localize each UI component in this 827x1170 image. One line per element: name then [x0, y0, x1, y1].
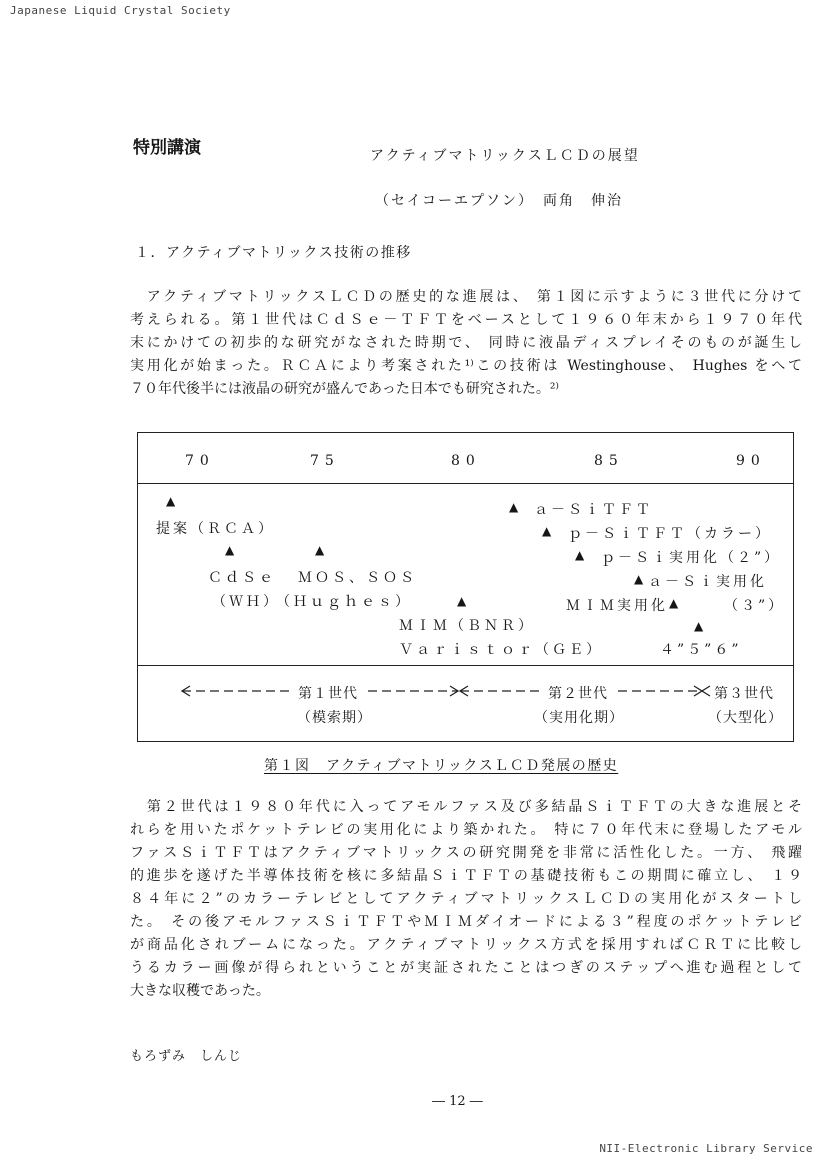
- section-heading: １．アクティブマトリックス技術の推移: [135, 245, 412, 261]
- generation-1-label: 第１世代: [298, 686, 358, 702]
- lecture-label: 特別講演: [133, 138, 201, 158]
- generation-3-label: 第３世代: [714, 686, 774, 702]
- paragraph-line: ファスＳｉＴＦＴはアクティブマトリックスの研究開発を非常に活性化した。一方、 飛躍: [130, 845, 802, 861]
- event-asi-practical: ａ－Ｓｉ実用化: [648, 574, 767, 590]
- year-label-85: 85: [594, 453, 624, 469]
- year-label-90: 90: [736, 453, 766, 469]
- paragraph-line: が商品化されブームになった。アクティブマトリックス方式を採用すればＣＲＴに比較し: [130, 937, 802, 953]
- year-label-75: 75: [310, 453, 340, 469]
- paragraph-line: 末にかけての初歩的な研究がなされた時期で、 同時に液晶ディスプレイそのものが誕生し: [130, 335, 802, 351]
- history-figure: [137, 432, 794, 742]
- paragraph-line: アクティブマトリックスＬＣＤの歴史的な進展は、 第１図に示すように３世代に分けて: [130, 289, 802, 305]
- paragraph-line: ７０年代後半には液晶の研究が盛んであった日本でも研究された。²⁾: [130, 381, 559, 397]
- triangle-marker-icon: ▲: [694, 619, 704, 633]
- triangle-marker-icon: ▲: [669, 596, 679, 610]
- author-name-kana: もろずみ しんじ: [130, 1049, 243, 1064]
- paragraph-line: れらを用いたポケットテレビの実用化により築かれた。 特に７０年代末に登場したアモル: [130, 822, 802, 838]
- library-service-footer: NII-Electronic Library Service: [599, 1142, 813, 1155]
- event-asi-tft: ａ－ＳｉＴＦＴ: [534, 502, 653, 518]
- event-mim-practical: ＭＩＭ実用化: [566, 598, 668, 614]
- event-wh: （ＷＨ）: [212, 594, 280, 610]
- triangle-marker-icon: ▲: [509, 500, 519, 514]
- lecture-author: （セイコーエプソン） 両角 伸治: [375, 193, 624, 209]
- paragraph-2: [130, 796, 802, 1003]
- event-hughes: （Ｈｕｇｈｅｓ）: [276, 594, 412, 610]
- paragraph-line: 的進歩を遂げた半導体技術を核に多結晶ＳｉＴＦＴの基礎技術もこの期間に確立し、 １９: [130, 868, 802, 884]
- society-header: Japanese Liquid Crystal Society: [10, 4, 231, 17]
- event-psi-practical: ｐ－Ｓｉ実用化（２”）: [601, 550, 782, 566]
- generation-3-sublabel: （大型化）: [708, 710, 783, 726]
- generation-arrows: [138, 433, 793, 741]
- triangle-marker-icon: ▲: [542, 524, 552, 538]
- event-mim-bnr: ＭＩＭ（ＢＮＲ）: [399, 618, 535, 634]
- event-rca: 提案（ＲＣＡ）: [156, 521, 275, 537]
- year-label-80: 80: [451, 453, 481, 469]
- generation-2-label: 第２世代: [548, 686, 608, 702]
- year-label-70: 70: [185, 453, 215, 469]
- lecture-title: アクティブマトリックスＬＣＤの展望: [370, 148, 640, 164]
- event-size-3: （３”）: [724, 598, 786, 614]
- paragraph-line: た。 その後アモルファスＳｉＴＦＴやＭＩＭダイオードによる３”程度のポケットテレビ: [130, 914, 802, 930]
- event-sizes: ４”５”６”: [660, 642, 742, 658]
- figure-caption: 第１図 アクティブマトリックスＬＣＤ発展の歴史: [264, 758, 619, 774]
- generation-2-sublabel: （実用化期）: [534, 710, 624, 726]
- triangle-marker-icon: ▲: [575, 548, 585, 562]
- paragraph-line: 大きな収穫であった。: [130, 983, 270, 999]
- paragraph-line: 第２世代は１９８０年代に入ってアモルファス及び多結晶ＳｉＴＦＴの大きな進展とそ: [130, 799, 802, 815]
- event-mos-sos: ＭＯＳ、ＳＯＳ: [298, 570, 417, 586]
- paragraph-line: ８４年に２”のカラーテレビとしてアクティブマトリックスＬＣＤの実用化がスタートし: [130, 891, 802, 907]
- triangle-marker-icon: ▲: [225, 543, 235, 557]
- page-number: ― 12 ―: [432, 1094, 483, 1109]
- triangle-marker-icon: ▲: [166, 494, 176, 508]
- paragraph-1: [130, 286, 802, 401]
- triangle-marker-icon: ▲: [457, 594, 467, 608]
- generation-1-sublabel: （模索期）: [297, 710, 372, 726]
- paragraph-line: 考えられる。第１世代はＣｄＳｅ－ＴＦＴをベースとして１９６０年末から１９７０年代: [130, 312, 802, 328]
- event-varistor: Ｖａｒｉｓｔｏｒ（ＧＥ）: [399, 642, 603, 658]
- triangle-marker-icon: ▲: [634, 572, 644, 586]
- paragraph-line: うるカラー画像が得られということが実証されたことはつぎのステップへ進む過程として: [130, 960, 802, 976]
- triangle-marker-icon: ▲: [315, 543, 325, 557]
- event-cdse: ＣｄＳｅ: [208, 570, 276, 586]
- paragraph-line: 実用化が始まった。ＲＣＡにより考案された¹⁾この技術は Westinghouse、 Hughes をへて: [130, 358, 802, 374]
- event-psi-tft: ｐ－ＳｉＴＦＴ（カラー）: [568, 526, 772, 542]
